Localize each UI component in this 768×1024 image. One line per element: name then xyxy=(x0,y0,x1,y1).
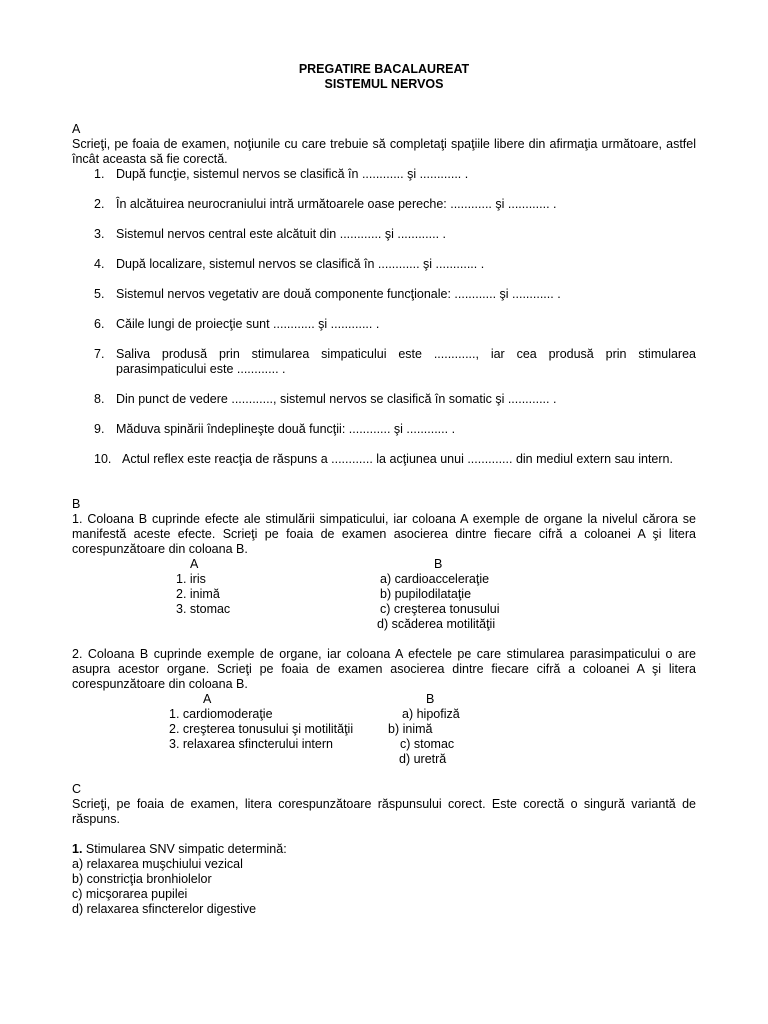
page-subtitle: SISTEMUL NERVOS xyxy=(324,77,444,91)
section-b-q2-columns xyxy=(72,692,696,767)
list-item: 5. Sistemul nervos vegetativ are două componente funcţionale: ............ şi ............ . xyxy=(94,287,561,301)
section-c xyxy=(72,782,696,917)
list-item: 7. Saliva produsă prin stimularea simpaticului este ............, iar cea produsă prin stimularea parasimpaticului este ............ . xyxy=(94,347,696,376)
column-a-heading: A xyxy=(190,557,199,571)
section-a xyxy=(72,122,696,467)
section-b-q2-text: 2. Coloana B cuprinde exemple de organe, iar coloana A efectele pe care stimularea parasimpaticului o are asupra acestor organe. Scrieţi pe foaia de examen asocierea dintre fiecare cifră a coloanei A şi litera corespunzătoare din coloana B. xyxy=(72,647,696,691)
column-b-item: d) scăderea motilităţii xyxy=(377,617,496,631)
list-item: 1. După funcţie, sistemul nervos se clasifică în ............ şi ............ . xyxy=(94,167,469,181)
answer-option: b) constricţia bronhiolelor xyxy=(72,872,212,886)
page-title: PREGATIRE BACALAUREAT xyxy=(298,62,470,76)
column-b-item: d) uretră xyxy=(399,752,447,766)
list-item: 6. Căile lungi de proiecţie sunt ............ şi ............ . xyxy=(94,317,380,331)
list-item: 10. Actul reflex este reacţia de răspuns a ............ la acţiunea unui ............. din mediul extern sau intern. xyxy=(94,452,673,466)
column-b-heading: B xyxy=(434,557,443,571)
section-b-q1-text: 1. Coloana B cuprinde efecte ale stimulării simpaticului, iar coloana A exemple de organe la nivelul cărora se manifestă aceste efecte. Scrieţi pe foaia de examen asocierea dintre fiecare cifră a coloanei A şi litera corespunzătoare din coloana B. xyxy=(72,512,696,556)
column-b-item: b) pupilodilataţie xyxy=(380,587,472,601)
section-b-label: B xyxy=(72,497,81,511)
answer-option: d) relaxarea sfincterelor digestive xyxy=(72,902,257,916)
answer-option: a) relaxarea muşchiului vezical xyxy=(72,857,243,871)
column-a-item: 1. cardiomoderaţie xyxy=(169,707,273,721)
question-text: Stimularea SNV simpatic determină: xyxy=(82,842,287,856)
section-a-instructions: Scrieţi, pe foaia de examen, noţiunile cu care trebuie să completaţi spaţiile libere din afirmaţia următoare, astfel încât aceasta să fie corectă. xyxy=(72,137,696,166)
column-a-item: 1. iris xyxy=(176,572,206,586)
column-b-item: c) stomac xyxy=(400,737,455,751)
column-b-item: a) hipofiză xyxy=(402,707,460,721)
column-b-heading: B xyxy=(426,692,435,706)
column-b-item: c) creşterea tonusului xyxy=(380,602,500,616)
document-page xyxy=(72,62,696,917)
list-item: 4. După localizare, sistemul nervos se clasifică în ............ şi ............ . xyxy=(94,257,485,271)
column-a-item: 3. relaxarea sfincterului intern xyxy=(169,737,333,751)
column-a-heading: A xyxy=(203,692,212,706)
column-b-item: a) cardioacceleraţie xyxy=(380,572,490,586)
list-item: 9. Măduva spinării îndeplineşte două funcţii: ............ şi ............ . xyxy=(94,422,456,436)
list-item: 2. În alcătuirea neurocraniului intră următoarele oase pereche: ............ şi ............ . xyxy=(94,197,557,211)
answer-option: c) micşorarea pupilei xyxy=(72,887,188,901)
section-c-instructions: Scrieţi, pe foaia de examen, litera corespunzătoare răspunsului corect. Este corectă o singură variantă de răspuns. xyxy=(72,797,696,826)
section-b-q1-columns xyxy=(72,557,696,632)
column-a-item: 2. inimă xyxy=(176,587,220,601)
column-b-item: b) inimă xyxy=(388,722,433,736)
column-a-item: 3. stomac xyxy=(176,602,231,616)
section-c-q1-stem xyxy=(72,842,696,857)
list-item: 3. Sistemul nervos central este alcătuit din ............ şi ............ . xyxy=(94,227,446,241)
section-a-list xyxy=(72,167,696,467)
column-a-item: 2. creşterea tonusului şi motilităţii xyxy=(169,722,354,736)
section-b xyxy=(72,497,696,767)
section-a-label: A xyxy=(72,122,81,136)
list-item: 8. Din punct de vedere ............, sistemul nervos se clasifică în somatic şi ............ . xyxy=(94,392,557,406)
section-c-label: C xyxy=(72,782,82,796)
question-number: 1. xyxy=(72,842,83,856)
